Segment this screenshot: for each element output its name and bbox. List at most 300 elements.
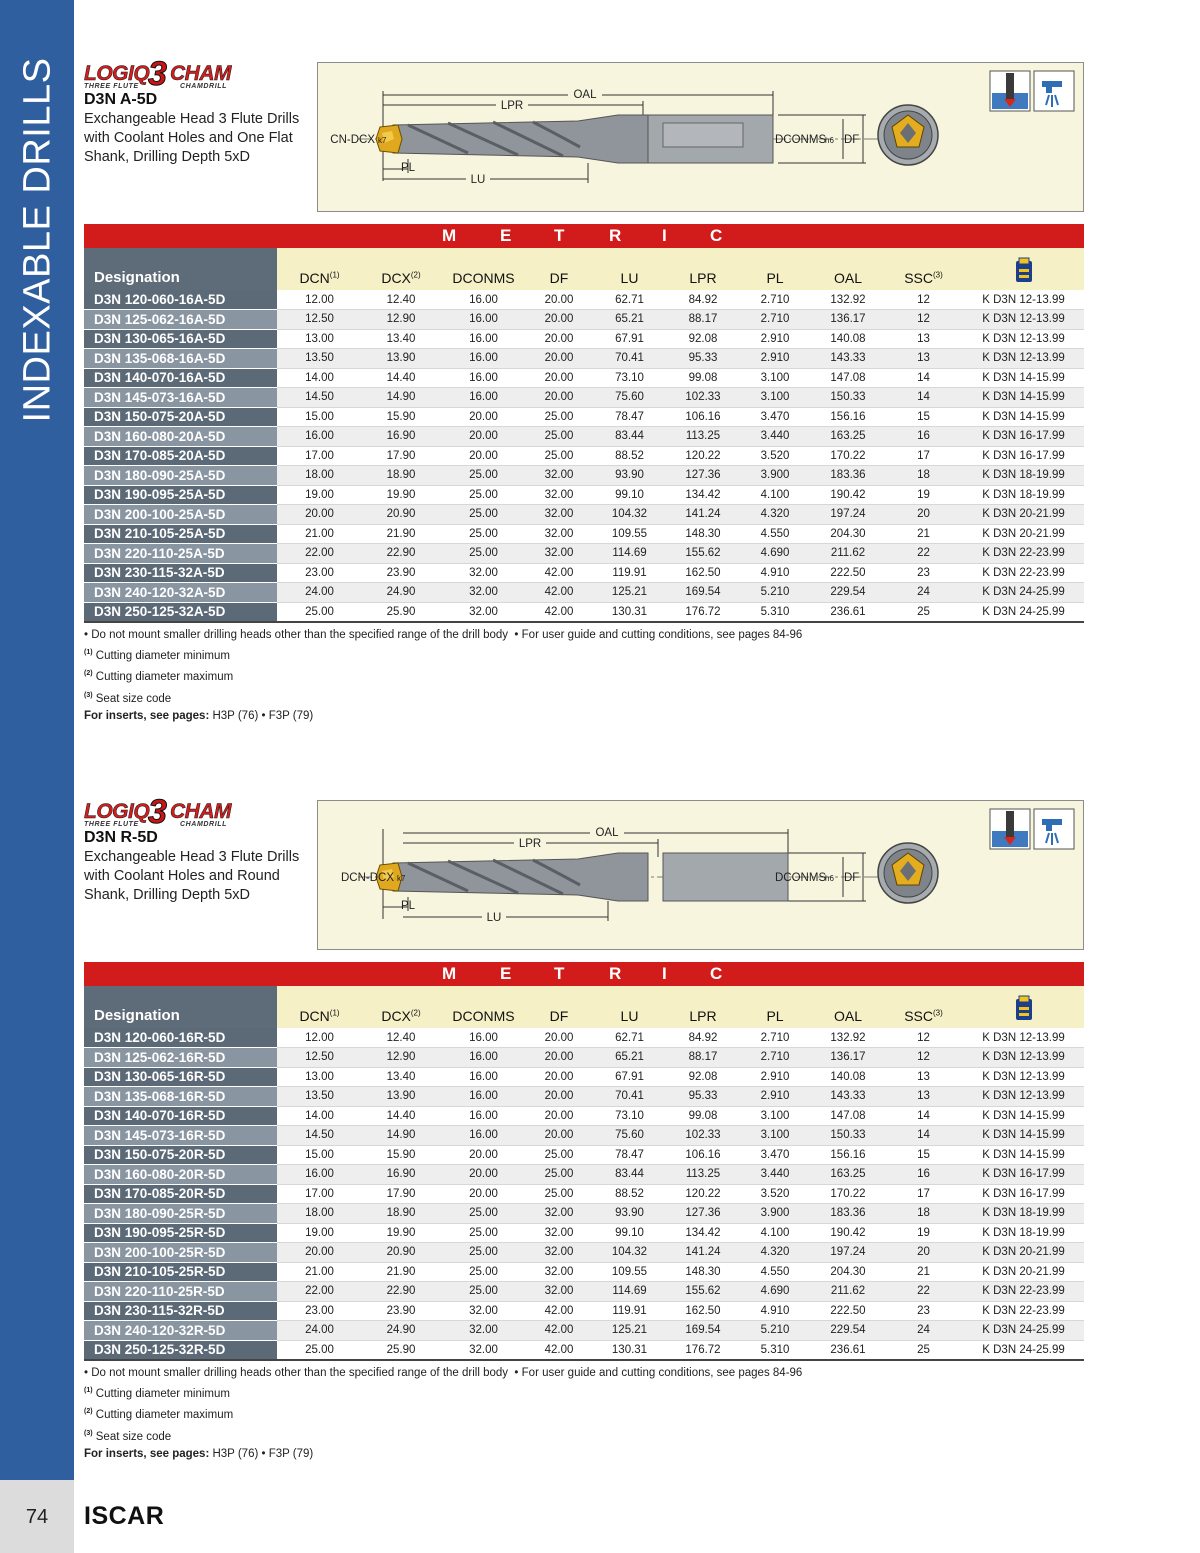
dconms-tolerance: h6	[825, 136, 834, 145]
table-cell: 32.00	[527, 1243, 591, 1263]
table-cell: K D3N 14-15.99	[963, 1126, 1084, 1146]
table-cell: 21	[884, 1262, 963, 1282]
table-cell: 15	[884, 1145, 963, 1165]
table-cell: 25.00	[440, 1243, 527, 1263]
table-cell: 19.00	[277, 485, 362, 505]
table-cell: 3.440	[738, 427, 812, 447]
column-header-dcx: DCX$^{(2)}$	[362, 248, 440, 290]
designation-cell: D3N 210-105-25R-5D	[84, 1262, 277, 1282]
designation-cell: D3N 220-110-25A-5D	[84, 544, 277, 564]
table-cell: 24.00	[277, 1321, 362, 1341]
table-cell: 4.910	[738, 563, 812, 583]
table-cell: 95.33	[668, 1087, 738, 1107]
table-cell: 25.00	[440, 505, 527, 525]
table-cell: 13.90	[362, 1087, 440, 1107]
table-cell: 125.21	[591, 583, 668, 603]
table-cell: 20.00	[440, 407, 527, 427]
table-cell: 150.33	[812, 1126, 884, 1146]
metric-letter: C	[710, 226, 723, 245]
table-cell: 88.17	[668, 310, 738, 330]
table-cell: 3.440	[738, 1165, 812, 1185]
table-cell: 143.33	[812, 1087, 884, 1107]
table-cell: 42.00	[527, 1340, 591, 1360]
table-cell: 25.00	[440, 466, 527, 486]
table-cell: K D3N 18-19.99	[963, 1204, 1084, 1224]
table-cell: 88.52	[591, 1184, 668, 1204]
table-cell: 114.69	[591, 1282, 668, 1302]
pl-label: PL	[401, 162, 416, 174]
table-cell: 67.91	[591, 329, 668, 349]
designation-cell: D3N 170-085-20A-5D	[84, 446, 277, 466]
table-cell: 109.55	[591, 1262, 668, 1282]
table-cell: 16.00	[440, 349, 527, 369]
table-cell: 156.16	[812, 1145, 884, 1165]
designation-cell: D3N 230-115-32R-5D	[84, 1301, 277, 1321]
table-cell: 32.00	[527, 524, 591, 544]
logiq3cham-logo	[84, 793, 256, 831]
blind-hole-icon	[990, 809, 1030, 849]
table-cell: 32.00	[527, 1204, 591, 1224]
designation-cell: D3N 120-060-16R-5D	[84, 1028, 277, 1048]
table-cell: 16	[884, 1165, 963, 1185]
table-cell: 163.25	[812, 1165, 884, 1185]
table-cell: 12.50	[277, 310, 362, 330]
designation-cell: D3N 230-115-32A-5D	[84, 563, 277, 583]
table-cell: 18	[884, 1204, 963, 1224]
table-cell: 5.310	[738, 602, 812, 622]
table-cell: 13.40	[362, 329, 440, 349]
table-cell: 4.100	[738, 485, 812, 505]
table-cell: 236.61	[812, 602, 884, 622]
blind-hole-icon	[990, 71, 1030, 111]
column-header-ssc: SSC$^{(3)}$	[884, 986, 963, 1028]
table-row	[84, 1282, 1084, 1302]
table-row	[84, 290, 1084, 310]
table-cell: 190.42	[812, 485, 884, 505]
notes	[84, 1365, 1084, 1464]
inserts-note: For inserts, see pages: H3P (76) • F3P (79)	[84, 1447, 314, 1460]
table-cell: 32.00	[527, 505, 591, 525]
table-cell: 24	[884, 1321, 963, 1341]
pl-label: PL	[401, 900, 416, 912]
table-cell: 32.00	[527, 1262, 591, 1282]
logo-sub-left: THREE FLUTE	[84, 821, 139, 828]
footnote-2: $^{(2)}$ Cutting diameter maximum	[84, 1408, 234, 1422]
designation-cell: D3N 150-075-20A-5D	[84, 407, 277, 427]
column-header-ssc: SSC$^{(3)}$	[884, 248, 963, 290]
table-cell: 15.90	[362, 1145, 440, 1165]
table-cell: 12.00	[277, 290, 362, 310]
table-cell: 16.00	[440, 1106, 527, 1126]
designation-cell: D3N 190-095-25R-5D	[84, 1223, 277, 1243]
table-cell: 16.00	[440, 388, 527, 408]
table-cell: 32.00	[440, 1301, 527, 1321]
table-cell: 155.62	[668, 544, 738, 564]
table-cell: 190.42	[812, 1223, 884, 1243]
footnote-2: $^{(2)}$ Cutting diameter maximum	[84, 670, 234, 684]
column-header-designation: Designation	[84, 248, 277, 290]
logo-text-right: CHAM	[170, 62, 231, 85]
table-cell: 20.00	[527, 349, 591, 369]
table-row	[84, 1340, 1084, 1360]
table-cell: 4.320	[738, 1243, 812, 1263]
metric-letter: T	[554, 226, 565, 245]
table-cell: 21.00	[277, 1262, 362, 1282]
table-cell: 162.50	[668, 563, 738, 583]
note-general: • Do not mount smaller drilling heads other than the specified range of the drill body • For user guide and cutting conditions, see pages 84-96	[84, 1366, 803, 1379]
table-header-row	[84, 986, 1084, 1028]
table-cell: 14.40	[362, 1106, 440, 1126]
table-row	[84, 329, 1084, 349]
table-cell: K D3N 12-13.99	[963, 1028, 1084, 1048]
spec-table	[84, 248, 1084, 623]
table-cell: 25	[884, 1340, 963, 1360]
table-cell: 132.92	[812, 1028, 884, 1048]
table-row	[84, 1067, 1084, 1087]
table-cell: 93.90	[591, 1204, 668, 1224]
table-cell: 17.00	[277, 1184, 362, 1204]
table-cell: 3.470	[738, 1145, 812, 1165]
table-cell: 3.100	[738, 388, 812, 408]
designation-cell: D3N 150-075-20R-5D	[84, 1145, 277, 1165]
table-cell: 2.710	[738, 310, 812, 330]
table-cell: 20.00	[440, 1145, 527, 1165]
table-cell: 15.90	[362, 407, 440, 427]
table-cell: 2.710	[738, 290, 812, 310]
table-row	[84, 1262, 1084, 1282]
logiq3cham-logo	[84, 55, 256, 93]
lpr-label: LPR	[500, 100, 524, 112]
table-cell: 20.00	[527, 368, 591, 388]
table-cell: K D3N 16-17.99	[963, 1165, 1084, 1185]
table-cell: 14.90	[362, 388, 440, 408]
table-cell: 14.90	[362, 1126, 440, 1146]
table-cell: K D3N 12-13.99	[963, 1048, 1084, 1068]
metric-bar	[84, 962, 1084, 986]
table-cell: 120.22	[668, 446, 738, 466]
table-cell: 169.54	[668, 583, 738, 603]
table-cell: 104.32	[591, 505, 668, 525]
table-cell: 20.00	[440, 1165, 527, 1185]
page-number: 74	[25, 1506, 49, 1528]
table-cell: 16.00	[440, 310, 527, 330]
logo-three: 3	[148, 793, 167, 831]
table-cell: 125.21	[591, 1321, 668, 1341]
table-cell: 20.00	[277, 1243, 362, 1263]
table-cell: K D3N 24-25.99	[963, 583, 1084, 603]
table-cell: 23	[884, 563, 963, 583]
table-cell: 18.00	[277, 466, 362, 486]
table-cell: 20.00	[527, 1048, 591, 1068]
table-body	[84, 1028, 1084, 1360]
metric-letter: C	[710, 964, 723, 983]
table-cell: 134.42	[668, 1223, 738, 1243]
metric-letter: I	[662, 964, 667, 983]
designation-cell: D3N 140-070-16R-5D	[84, 1106, 277, 1126]
table-row	[84, 407, 1084, 427]
table-row	[84, 524, 1084, 544]
table-cell: 134.42	[668, 485, 738, 505]
table-cell: 18.90	[362, 1204, 440, 1224]
table-cell: 22.90	[362, 1282, 440, 1302]
table-row	[84, 446, 1084, 466]
table-cell: 204.30	[812, 1262, 884, 1282]
table-cell: 23	[884, 1301, 963, 1321]
oal-label: OAL	[573, 89, 597, 101]
spec-table	[84, 986, 1084, 1361]
table-cell: 3.100	[738, 1106, 812, 1126]
table-cell: 3.470	[738, 407, 812, 427]
table-cell: 16.00	[277, 427, 362, 447]
table-cell: 25.00	[527, 407, 591, 427]
table-cell: 20.00	[440, 446, 527, 466]
dcn-dcx-label: CN-DCX	[330, 134, 375, 146]
logo-text-left: LOGIQ	[84, 800, 150, 823]
coolant-tap-icon	[1034, 809, 1074, 849]
brand-name: ISCAR	[84, 1502, 165, 1530]
table-cell: K D3N 14-15.99	[963, 388, 1084, 408]
table-cell: 169.54	[668, 1321, 738, 1341]
table-cell: 21.90	[362, 524, 440, 544]
designation-cell: D3N 210-105-25A-5D	[84, 524, 277, 544]
column-header-oal: OAL	[812, 986, 884, 1028]
table-cell: 12	[884, 310, 963, 330]
table-cell: 78.47	[591, 407, 668, 427]
column-header-pl: PL	[738, 248, 812, 290]
designation-cell: D3N 160-080-20R-5D	[84, 1165, 277, 1185]
table-cell: 65.21	[591, 310, 668, 330]
designation-cell: D3N 200-100-25A-5D	[84, 505, 277, 525]
table-cell: 13.00	[277, 1067, 362, 1087]
inserts-note: For inserts, see pages: H3P (76) • F3P (79)	[84, 709, 314, 722]
table-cell: 20.00	[527, 1126, 591, 1146]
table-cell: K D3N 14-15.99	[963, 1106, 1084, 1126]
table-cell: 170.22	[812, 1184, 884, 1204]
table-cell: 20.00	[527, 329, 591, 349]
table-cell: 17.90	[362, 1184, 440, 1204]
metric-letter: R	[609, 964, 622, 983]
designation-cell: D3N 220-110-25R-5D	[84, 1282, 277, 1302]
table-cell: 12.90	[362, 310, 440, 330]
table-cell: 20.00	[527, 388, 591, 408]
table-cell: 211.62	[812, 1282, 884, 1302]
table-cell: 16.00	[440, 1028, 527, 1048]
table-cell: 78.47	[591, 1145, 668, 1165]
dcn-dcx-tolerance: k7	[378, 136, 387, 145]
table-row	[84, 466, 1084, 486]
table-cell: 25.90	[362, 1340, 440, 1360]
table-cell: 140.08	[812, 1067, 884, 1087]
table-header-row	[84, 248, 1084, 290]
logo-sub-left: THREE FLUTE	[84, 83, 139, 90]
table-cell: 16.00	[440, 329, 527, 349]
table-row	[84, 583, 1084, 603]
table-row	[84, 310, 1084, 330]
table-cell: K D3N 18-19.99	[963, 466, 1084, 486]
table-cell: 20	[884, 505, 963, 525]
table-cell: 23.00	[277, 1301, 362, 1321]
table-row	[84, 368, 1084, 388]
table-row	[84, 505, 1084, 525]
table-cell: K D3N 24-25.99	[963, 1340, 1084, 1360]
table-cell: K D3N 12-13.99	[963, 310, 1084, 330]
designation-cell: D3N 135-068-16A-5D	[84, 349, 277, 369]
table-cell: 25.00	[440, 1223, 527, 1243]
table-cell: 4.690	[738, 544, 812, 564]
sidebar-title: INDEXABLE DRILLS	[16, 57, 59, 423]
clamp-key-icon	[963, 248, 1084, 290]
metric-letter: E	[500, 226, 512, 245]
table-cell: 13	[884, 349, 963, 369]
table-cell: 67.91	[591, 1067, 668, 1087]
table-cell: 143.33	[812, 349, 884, 369]
table-cell: 20.00	[527, 1106, 591, 1126]
table-cell: 229.54	[812, 583, 884, 603]
table-row	[84, 388, 1084, 408]
table-cell: 14	[884, 1126, 963, 1146]
table-cell: 20.00	[527, 1028, 591, 1048]
table-cell: 84.92	[668, 1028, 738, 1048]
table-row	[84, 1301, 1084, 1321]
table-cell: 32.00	[527, 1282, 591, 1302]
table-cell: 20.00	[440, 1184, 527, 1204]
table-cell: 13.50	[277, 349, 362, 369]
table-cell: 14	[884, 388, 963, 408]
table-cell: 127.36	[668, 466, 738, 486]
table-cell: 16.00	[440, 1126, 527, 1146]
table-cell: 147.08	[812, 368, 884, 388]
table-cell: 99.10	[591, 1223, 668, 1243]
table-cell: 197.24	[812, 1243, 884, 1263]
dcn-dcx-tolerance: k7	[397, 874, 406, 883]
table-cell: K D3N 16-17.99	[963, 427, 1084, 447]
table-cell: K D3N 20-21.99	[963, 1243, 1084, 1263]
table-cell: 148.30	[668, 1262, 738, 1282]
designation-cell: D3N 190-095-25A-5D	[84, 485, 277, 505]
table-cell: 18	[884, 466, 963, 486]
logo-text-right: CHAM	[170, 800, 231, 823]
designation-cell: D3N 160-080-20A-5D	[84, 427, 277, 447]
table-cell: 16.00	[440, 1048, 527, 1068]
drill-diagram	[318, 801, 1085, 951]
table-cell: 25.00	[527, 1184, 591, 1204]
table-cell: 197.24	[812, 505, 884, 525]
table-cell: 12.00	[277, 1028, 362, 1048]
column-header-pl: PL	[738, 986, 812, 1028]
table-cell: 16.00	[440, 1067, 527, 1087]
table-cell: 19	[884, 485, 963, 505]
table-row	[84, 1145, 1084, 1165]
df-label: DF	[844, 134, 860, 146]
table-cell: 114.69	[591, 544, 668, 564]
table-cell: K D3N 22-23.99	[963, 563, 1084, 583]
table-cell: 119.91	[591, 1301, 668, 1321]
table-cell: 170.22	[812, 446, 884, 466]
table-cell: 25.00	[277, 602, 362, 622]
table-cell: 92.08	[668, 329, 738, 349]
column-header-lpr: LPR	[668, 248, 738, 290]
table-cell: 3.900	[738, 1204, 812, 1224]
metric-letter: R	[609, 226, 622, 245]
table-cell: 17	[884, 446, 963, 466]
designation-cell: D3N 200-100-25R-5D	[84, 1243, 277, 1263]
table-cell: 17	[884, 1184, 963, 1204]
table-cell: 106.16	[668, 1145, 738, 1165]
table-cell: K D3N 14-15.99	[963, 1145, 1084, 1165]
table-cell: 25.00	[277, 1340, 362, 1360]
table-cell: 19.90	[362, 1223, 440, 1243]
table-cell: 84.92	[668, 290, 738, 310]
table-row	[84, 349, 1084, 369]
table-cell: 25.90	[362, 602, 440, 622]
table-cell: 21.00	[277, 524, 362, 544]
table-cell: 25.00	[440, 524, 527, 544]
metric-letter: E	[500, 964, 512, 983]
table-cell: 5.210	[738, 1321, 812, 1341]
table-cell: 183.36	[812, 1204, 884, 1224]
table-cell: 2.910	[738, 1087, 812, 1107]
coolant-tap-icon	[1034, 71, 1074, 111]
table-cell: 12	[884, 1048, 963, 1068]
table-cell: 13	[884, 1087, 963, 1107]
table-cell: 23.90	[362, 1301, 440, 1321]
table-cell: 14.50	[277, 388, 362, 408]
table-cell: 113.25	[668, 1165, 738, 1185]
table-cell: 25.00	[527, 446, 591, 466]
table-cell: K D3N 22-23.99	[963, 1301, 1084, 1321]
table-cell: 141.24	[668, 1243, 738, 1263]
table-cell: 73.10	[591, 368, 668, 388]
table-cell: 83.44	[591, 1165, 668, 1185]
column-header-lu: LU	[591, 248, 668, 290]
footnote-3: $^{(3)}$ Seat size code	[84, 691, 172, 705]
logo-text-left: LOGIQ	[84, 62, 150, 85]
footnote-1: $^{(1)}$ Cutting diameter minimum	[84, 1387, 230, 1400]
table-cell: K D3N 20-21.99	[963, 1262, 1084, 1282]
table-cell: 4.320	[738, 505, 812, 525]
drill-diagram	[318, 63, 1085, 213]
table-cell: 88.52	[591, 446, 668, 466]
table-cell: 13.40	[362, 1067, 440, 1087]
table-cell: 25.00	[527, 1145, 591, 1165]
table-cell: K D3N 16-17.99	[963, 446, 1084, 466]
table-cell: 32.00	[440, 583, 527, 603]
table-cell: 19.90	[362, 485, 440, 505]
column-header-lu: LU	[591, 986, 668, 1028]
designation-cell: D3N 170-085-20R-5D	[84, 1184, 277, 1204]
designation-cell: D3N 125-062-16R-5D	[84, 1048, 277, 1068]
table-cell: 2.910	[738, 349, 812, 369]
table-cell: 62.71	[591, 1028, 668, 1048]
table-cell: 16.00	[440, 368, 527, 388]
note-general: • Do not mount smaller drilling heads other than the specified range of the drill body • For user guide and cutting conditions, see pages 84-96	[84, 628, 803, 641]
table-cell: 20.90	[362, 1243, 440, 1263]
column-header-dcn: DCN$^{(1)}$	[277, 248, 362, 290]
table-cell: 183.36	[812, 466, 884, 486]
table-cell: 156.16	[812, 407, 884, 427]
table-cell: 42.00	[527, 1301, 591, 1321]
table-cell: 22.00	[277, 544, 362, 564]
table-cell: 3.100	[738, 368, 812, 388]
footnote-1: $^{(1)}$ Cutting diameter minimum	[84, 649, 230, 662]
table-cell: 14	[884, 1106, 963, 1126]
table-cell: 120.22	[668, 1184, 738, 1204]
table-cell: 20.00	[527, 1087, 591, 1107]
table-cell: 32.00	[527, 544, 591, 564]
table-cell: 16.00	[440, 290, 527, 310]
table-cell: 106.16	[668, 407, 738, 427]
designation-cell: D3N 250-125-32A-5D	[84, 602, 277, 622]
